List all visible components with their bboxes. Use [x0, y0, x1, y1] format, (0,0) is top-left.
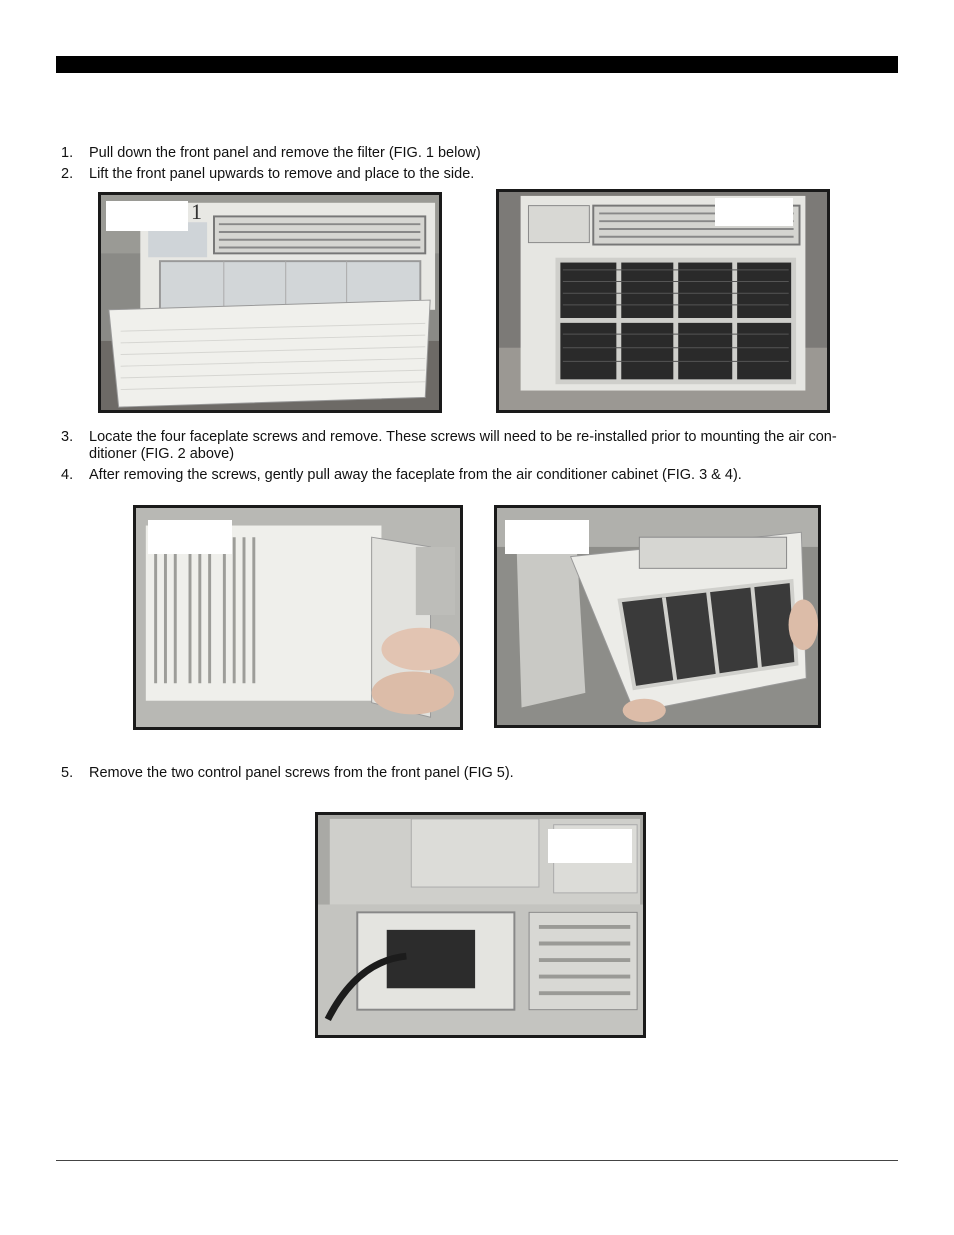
figure-label-box: [505, 520, 589, 554]
step-number: 5.: [61, 765, 74, 781]
figure-1-photo: [98, 192, 442, 413]
step-number: 3.: [61, 429, 74, 445]
figure-2-photo: [496, 189, 830, 413]
figure-label-box: [106, 201, 188, 231]
figure-5-photo: [315, 812, 646, 1038]
figure-1-number: 1: [191, 199, 202, 224]
figure-label-box: [148, 520, 232, 554]
step-number: 2.: [61, 166, 74, 182]
step-text: Remove the two control panel screws from the front panel (FIG 5).: [89, 765, 514, 781]
figure-3-photo: [133, 505, 463, 730]
step-text: Pull down the front panel and remove the filter (FIG. 1 below): [89, 145, 481, 161]
step-text: After removing the screws, gently pull away the faceplate from the air conditioner cabinet (FIG. 3 & 4).: [89, 467, 742, 483]
step-text: Locate the four faceplate screws and remove. These screws will need to be re-installed prior to mounting the air con-: [89, 429, 837, 445]
step-number: 1.: [61, 145, 74, 161]
footer-rule: [56, 1160, 898, 1161]
step-number: 4.: [61, 467, 74, 483]
step-text: Lift the front panel upwards to remove and place to the side.: [89, 166, 475, 182]
figure-label-box: [548, 829, 632, 863]
step-text: ditioner (FIG. 2 above): [89, 446, 235, 462]
header-bar: [56, 56, 898, 73]
figure-4-photo: [494, 505, 821, 728]
figure-label-box: [715, 198, 793, 226]
